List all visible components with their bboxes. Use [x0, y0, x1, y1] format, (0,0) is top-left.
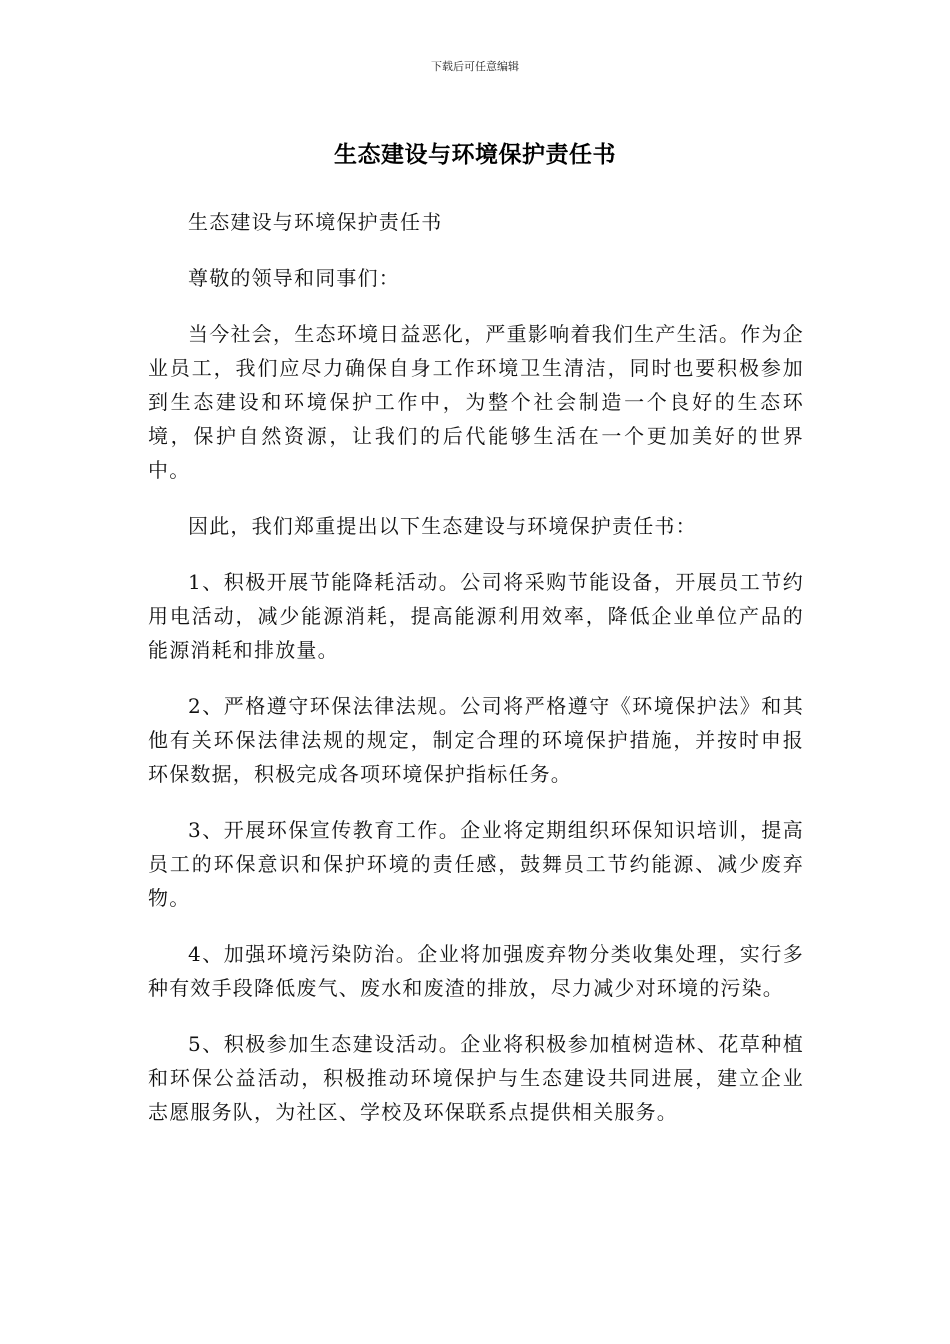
paragraph-item-2: 2、严格遵守环保法律法规。公司将严格遵守《环境保护法》和其他有关环保法律法规的规定，制定合理的环境保护措施，并按时申报环保数据，积极完成各项环境保护指标任务。 — [148, 694, 804, 786]
document-body — [148, 205, 804, 1151]
document-title: 生态建设与环境保护责任书 — [334, 142, 616, 168]
paragraph-item-3: 3、开展环保宣传教育工作。企业将定期组织环保知识培训，提高员工的环保意识和保护环境的责任感，鼓舞员工节约能源、减少废弃物。 — [148, 818, 804, 910]
paragraph-lead: 因此，我们郑重提出以下生态建设与环境保护责任书： — [188, 514, 697, 538]
header-note: 下载后可任意编辑 — [431, 60, 519, 73]
paragraph-item-1: 1、积极开展节能降耗活动。公司将采购节能设备，开展员工节约用电活动，减少能源消耗，提高能源利用效率，降低企业单位产品的能源消耗和排放量。 — [148, 570, 804, 662]
paragraph-salutation: 尊敬的领导和同事们： — [188, 266, 400, 290]
paragraph-subtitle: 生态建设与环境保护责任书 — [188, 210, 443, 234]
paragraph-item-5: 5、积极参加生态建设活动。企业将积极参加植树造林、花草种植和环保公益活动，积极推动环境保护与生态建设共同进展，建立企业志愿服务队，为社区、学校及环保联系点提供相关服务。 — [148, 1032, 804, 1124]
paragraph-intro: 当今社会，生态环境日益恶化，严重影响着我们生产生活。作为企业员工，我们应尽力确保自身工作环境卫生清洁，同时也要积极参加到生态建设和环境保护工作中，为整个社会制造一个良好的生态环境，保护自然资源，让我们的后代能够生活在一个更加美好的世界中。 — [148, 322, 804, 482]
paragraph-item-4: 4、加强环境污染防治。企业将加强废弃物分类收集处理，实行多种有效手段降低废气、废水和废渣的排放，尽力减少对环境的污染。 — [148, 942, 804, 1000]
